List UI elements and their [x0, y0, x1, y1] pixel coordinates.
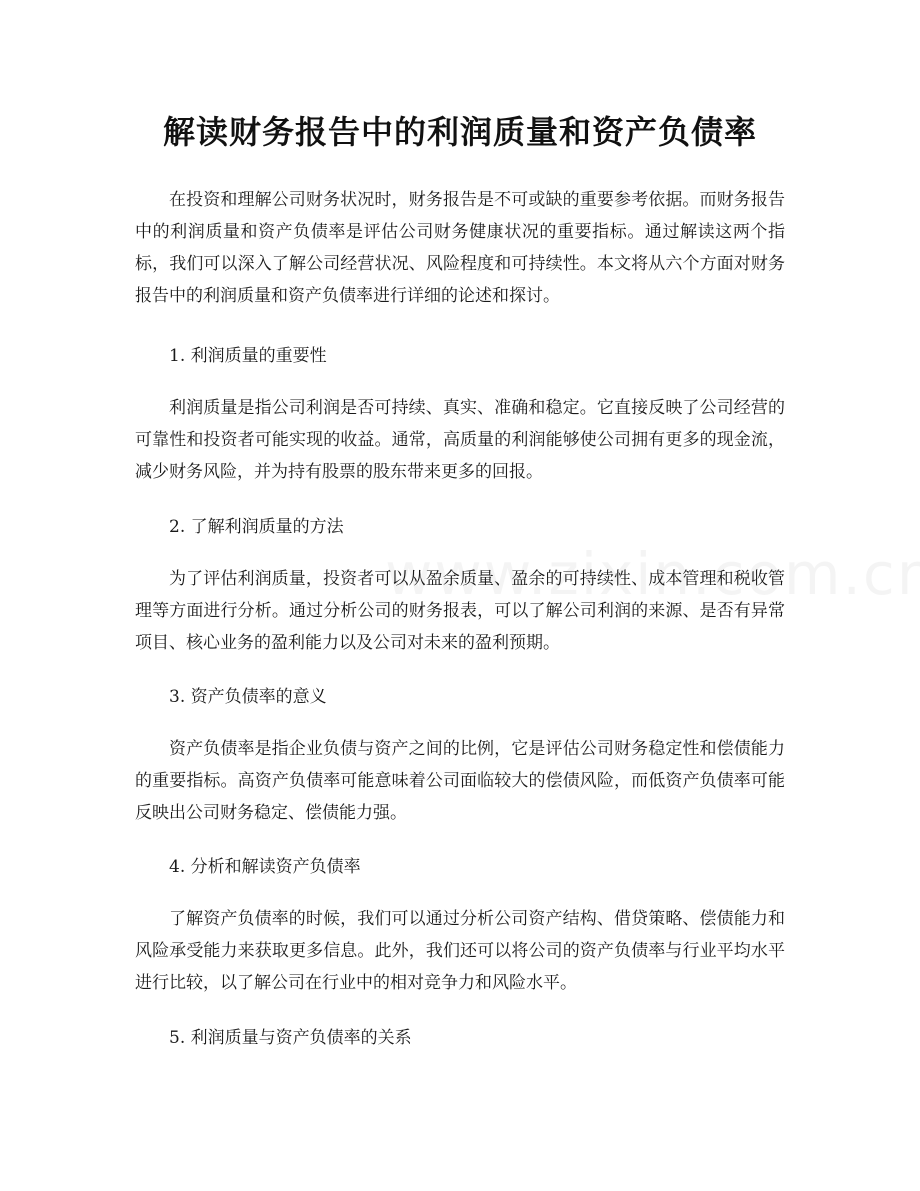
document-title: 解读财务报告中的利润质量和资产负债率	[162, 113, 757, 151]
section-paragraph-1: 利润质量是指公司利润是否可持续、真实、准确和稳定。它直接反映了公司经营的可靠性和投资者可能实现的收益。通常，高质量的利润能够使公司拥有更多的现金流，减少财务风险，并为持有股票的股东带来更多的回报。	[135, 398, 785, 482]
section-heading-4: 4. 分析和解读资产负债率	[169, 857, 361, 877]
section-paragraph-3: 资产负债率是指企业负债与资产之间的比例，它是评估公司财务稳定性和偿债能力的重要指标。高资产负债率可能意味着公司面临较大的偿债风险，而低资产负债率可能反映出公司财务稳定、偿债能力强。	[135, 739, 785, 823]
section-heading-3: 3. 资产负债率的意义	[169, 687, 327, 707]
section-heading-2: 2. 了解利润质量的方法	[169, 517, 344, 537]
section-heading-1: 1. 利润质量的重要性	[169, 346, 327, 366]
section-heading-5: 5. 利润质量与资产负债率的关系	[169, 1028, 412, 1048]
section-paragraph-2: 为了评估利润质量，投资者可以从盈余质量、盈余的可持续性、成本管理和税收管理等方面进行分析。通过分析公司的财务报表，可以了解公司利润的来源、是否有异常项目、核心业务的盈利能力以及公司对未来的盈利预期。	[135, 569, 785, 653]
intro-paragraph: 在投资和理解公司财务状况时，财务报告是不可或缺的重要参考依据。而财务报告中的利润质量和资产负债率是评估公司财务健康状况的重要指标。通过解读这两个指标，我们可以深入了解公司经营状况、风险程度和可持续性。本文将从六个方面对财务报告中的利润质量和资产负债率进行详细的论述和探讨。	[135, 190, 785, 306]
section-paragraph-4: 了解资产负债率的时候，我们可以通过分析公司资产结构、借贷策略、偿债能力和风险承受能力来获取更多信息。此外，我们还可以将公司的资产负债率与行业平均水平进行比较，以了解公司在行业中的相对竞争力和风险水平。	[135, 909, 785, 993]
